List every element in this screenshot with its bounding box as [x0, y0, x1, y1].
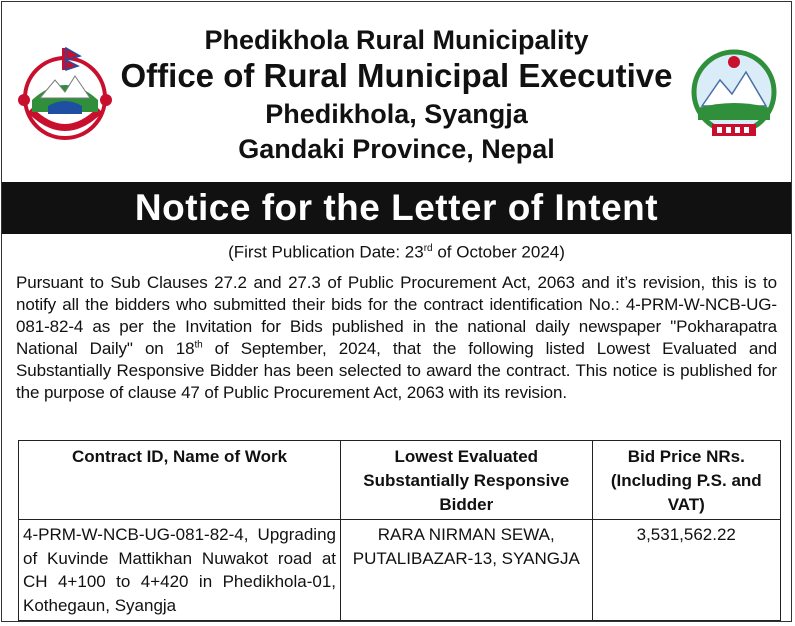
- body-part1: Pursuant to Sub Clauses 27.2 and 27.3 of Public Procurement Act, 2063 and it’s revision, this is to notify all the bidders who submitted their bids for the contract identification No.: 4-PRM-W-NCB-UG-081-82-4 as per the Invitation for Bids published in the national daily newspaper "Pokharapatra National Daily" on 18: [16, 273, 777, 358]
- office-name: Office of Rural Municipal Executive: [120, 57, 673, 94]
- location: Phedikhola, Syangja: [265, 99, 528, 129]
- header-titles: [2, 24, 791, 166]
- header: [2, 2, 791, 182]
- notice-title: Notice for the Letter of Intent: [2, 182, 791, 234]
- cell-price: 3,531,562.22: [592, 520, 780, 621]
- pub-date-suffix: of October 2024): [432, 242, 565, 262]
- pub-date-prefix: (First Publication Date: 23: [228, 242, 424, 262]
- body-sup: th: [194, 339, 203, 351]
- body-part2: of September, 2024, that the following listed Lowest Evaluated and Substantially Responsive Bidder has been selected to award the contract. This notice is published for the purpose of clause 47 of Public Procurement Act, 2063 with its revision.: [16, 339, 777, 402]
- cell-work: 4-PRM-W-NCB-UG-081-82-4, Upgrading of Kuvinde Mattikhan Nuwakot road at CH 4+100 to 4+420 in Phedikhola-01, Kothegaun, Syangja: [19, 520, 341, 621]
- notice-page: [1, 1, 792, 622]
- bid-table: [18, 440, 781, 621]
- municipality-logo-icon: [684, 40, 784, 150]
- publication-date: [2, 238, 791, 264]
- pub-date-sup: rd: [423, 243, 433, 254]
- notice-body: [16, 272, 777, 404]
- header-contract: Contract ID, Name of Work: [19, 441, 341, 520]
- table-row: [19, 520, 781, 621]
- header-price: Bid Price NRs. (Including P.S. and VAT): [592, 441, 780, 520]
- table-header-row: [19, 441, 781, 520]
- province: Gandaki Province, Nepal: [238, 134, 555, 164]
- municipality-name: Phedikhola Rural Municipality: [204, 25, 589, 55]
- header-bidder: Lowest Evaluated Substantially Responsive Bidder: [341, 441, 593, 520]
- cell-bidder: RARA NIRMAN SEWA, PUTALIBAZAR-13, SYANGJA: [341, 520, 593, 621]
